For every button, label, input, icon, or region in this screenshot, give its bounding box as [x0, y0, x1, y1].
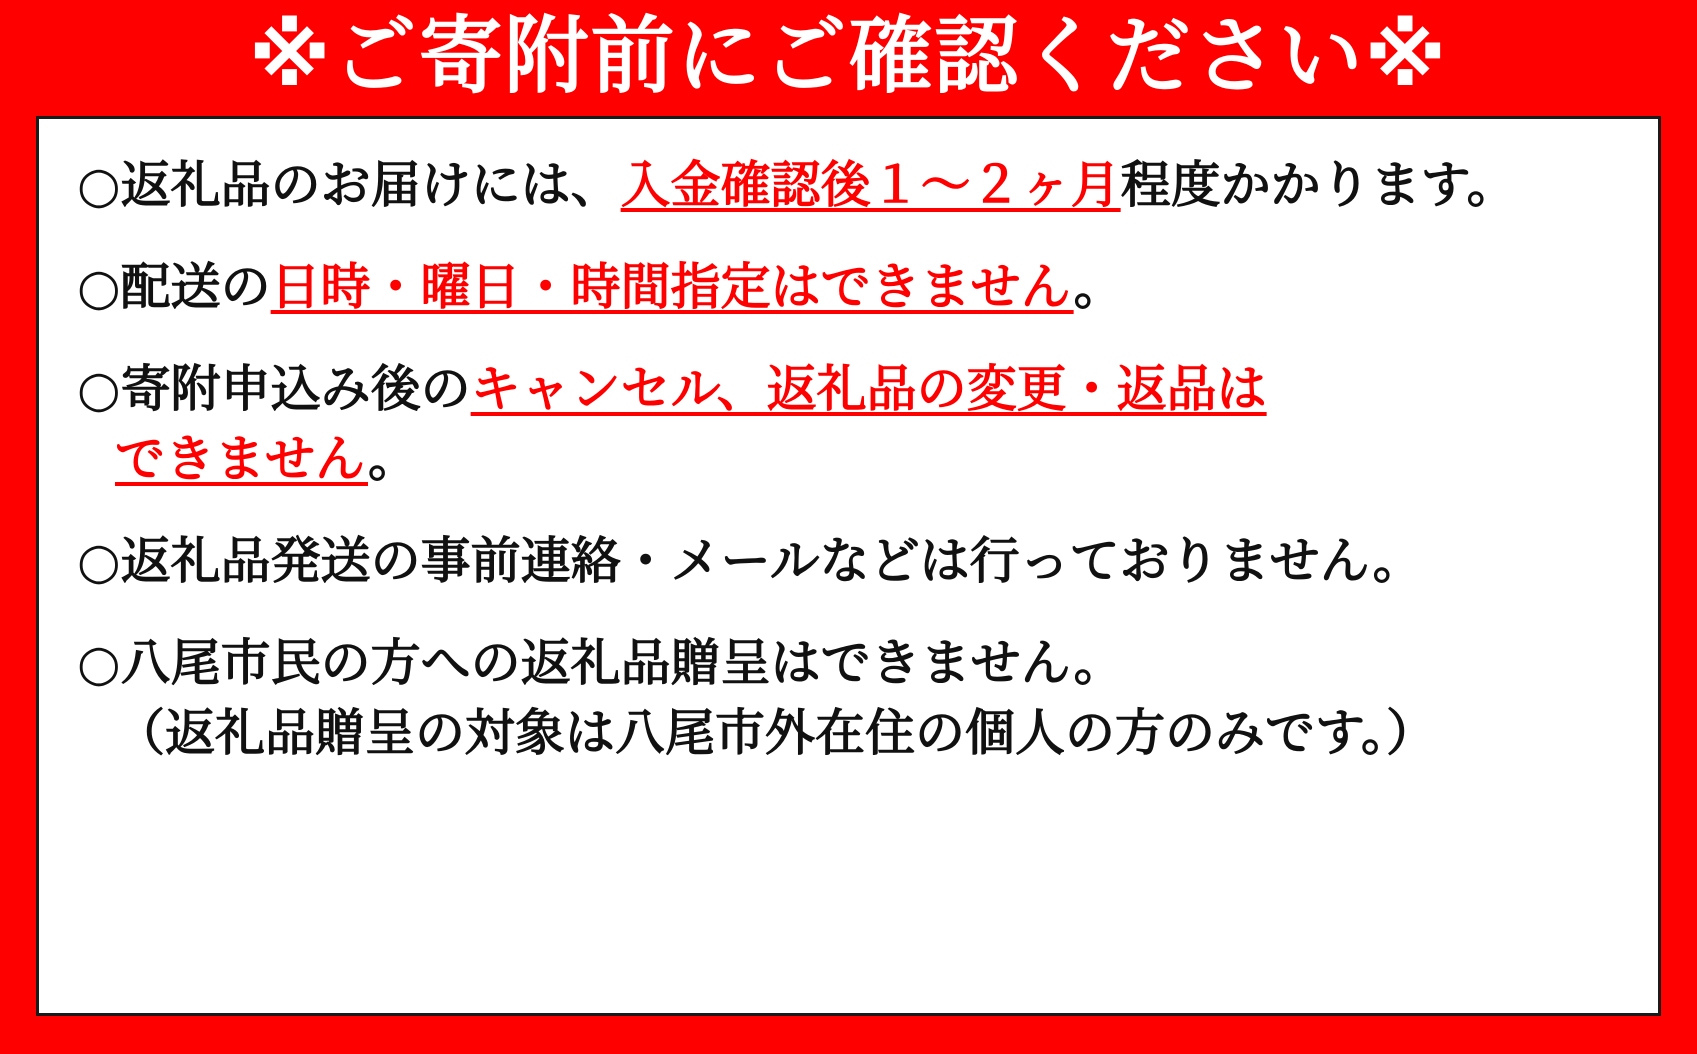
- note-text-highlight: 入金確認後１～２ヶ月: [620, 156, 1121, 214]
- note-text-plain: 程度かかります。: [1120, 156, 1517, 214]
- note-no-advance-notice: [77, 529, 1620, 593]
- note-no-yao-residents: [77, 631, 1620, 695]
- banner-title: ※ご寄附前にご確認ください※: [248, 7, 1449, 105]
- note-text-plain: ○八尾市民の方への返礼品贈呈はできません。: [77, 634, 1124, 692]
- note-no-cancel-line2: [77, 427, 1620, 491]
- note-no-date-designation: [77, 255, 1620, 319]
- note-text-plain: ○返礼品発送の事前連絡・メールなどは行っておりません。: [77, 532, 1423, 590]
- note-text-plain: ○寄附申込み後の: [77, 360, 471, 418]
- note-no-cancel-line1: [77, 357, 1620, 421]
- note-text-plain: ○配送の: [77, 258, 271, 316]
- note-text-highlight: 日時・曜日・時間指定はできません: [270, 258, 1074, 316]
- note-text-plain: 。: [368, 430, 418, 488]
- note-text-highlight: できません: [115, 430, 368, 488]
- note-text-highlight: キャンセル、返礼品の変更・返品は: [470, 360, 1267, 418]
- notes-box: [36, 116, 1661, 1016]
- note-text-plain: ○返礼品のお届けには、: [77, 156, 621, 214]
- note-text-plain: 。: [1073, 258, 1124, 316]
- note-delivery-time: [77, 153, 1620, 217]
- note-no-yao-residents-sub: [77, 701, 1620, 765]
- note-text-plain: （返礼品贈呈の対象は八尾市外在住の個人の方のみです。）: [115, 704, 1436, 762]
